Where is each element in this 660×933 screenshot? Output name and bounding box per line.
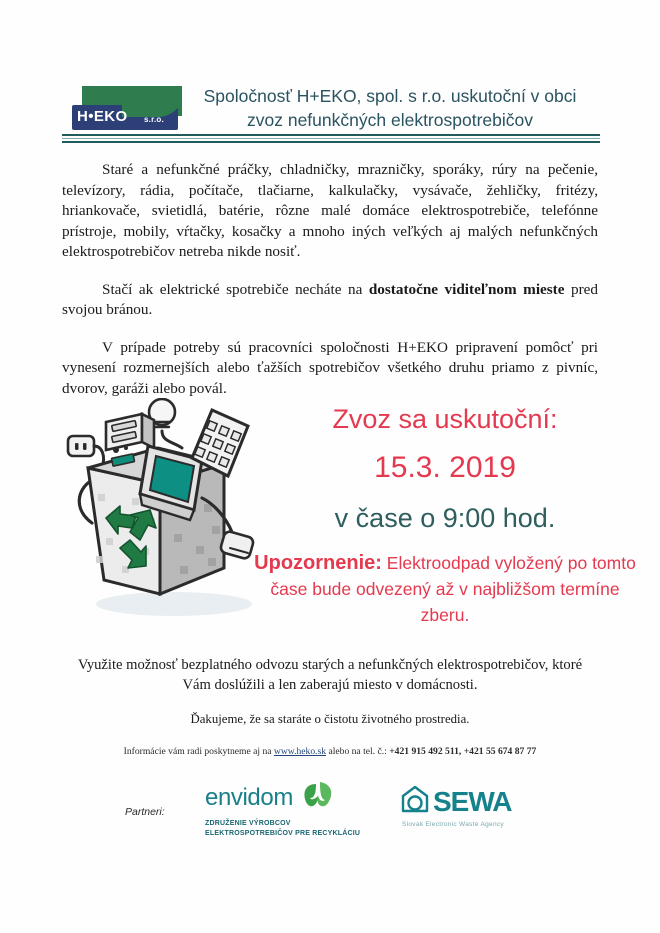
contact-line [62, 745, 598, 759]
header-divider [62, 134, 600, 143]
announcement-warning [250, 550, 640, 628]
thanks-message: Ďakujeme, že sa staráte o čistotu životného prostredia. [190, 712, 470, 726]
document-header [72, 84, 588, 132]
announcement-heading: Zvoz sa uskutoční: [332, 404, 558, 434]
envidom-wordmark: envidom [205, 783, 293, 811]
contact-prefix: Informácie vám radi poskytneme aj na [123, 746, 274, 757]
logo-wordmark: H•EKO [77, 108, 128, 125]
paragraph2-before: Stačí ak elektrické spotrebiče necháte na [102, 280, 369, 298]
closing-message [62, 655, 598, 695]
closing-line-1: Využite možnosť bezplatného odvozu starých a nefunkčných elektrospotrebičov, ktoré [77, 657, 583, 673]
page-title [184, 84, 588, 132]
logo-legal-suffix: s.r.o. [144, 115, 164, 124]
body-content [62, 160, 598, 399]
envidom-logo-row [205, 780, 385, 815]
announcement-time: v čase o 9:00 hod. [334, 503, 556, 533]
envidom-tagline [205, 819, 385, 839]
collection-announcement [250, 402, 640, 628]
sewa-wordmark: SEWA [433, 785, 512, 817]
heko-logo [72, 86, 184, 132]
page-title-line-2: zvoz nefunkčných elektrospotrebičov [247, 110, 533, 130]
sewa-logo-row [400, 784, 590, 819]
warning-label: Upozornenie: [254, 552, 382, 574]
warning-text: Elektroodpad vyložený po tomto čase bude odvezený až v najbližšom termíne zberu. [270, 553, 636, 625]
announcement-date: 15.3. 2019 [374, 451, 516, 484]
paragraph2-emphasis: dostatočne viditeľnom mieste [368, 280, 565, 298]
divider-rule-bottom [62, 141, 600, 143]
envidom-logo [205, 780, 385, 839]
sewa-tagline: Slovak Electronic Waste Agency [402, 821, 504, 828]
envidom-tagline-line-1: ZDRUŽENIE VÝROBCOV [205, 820, 291, 827]
paragraph-appliance-list: Staré a nefunkčné práčky, chladničky, mrazničky, sporáky, rúry na pečenie, televízory, rádia, počítače, tlačiarne, kalkulačky, vysávače, žehličky, fritézy, hriankovače, svietidlá, batérie, rôzne malé domáce elektrospotrebiče, telefónne prístroje, mobily, vŕtačky, kosačky a mnoho iných veľkých aj malých nefunkčných elektrospotrebičov netreba nikde nosiť. [62, 161, 598, 260]
paragraph-assistance-offer: V prípade potreby sú pracovníci spoločnosti H+EKO pripravení pomôcť pri vynesení rozmernejších alebo ťažších spotrebičov všetkého druhu priamo z pivníc, dvorov, garáži alebo povál. [62, 338, 598, 397]
website-link[interactable]: www.heko.sk [273, 746, 327, 757]
closing-line-2: Vám doslúžili a len zaberajú miesto v domácnosti. [182, 677, 478, 693]
partners-section [125, 780, 595, 844]
contact-middle: alebo na tel. č.: [326, 746, 390, 757]
partners-label: Partneri: [125, 806, 165, 818]
envidom-tagline-line-2: ELEKTROSPOTREBIČOV PRE RECYKLÁCIU [205, 830, 361, 837]
sewa-house-icon [400, 784, 430, 819]
paragraph-placement-instruction [62, 280, 598, 321]
leaf-icon [300, 780, 334, 815]
recycling-bin-illustration [62, 398, 277, 628]
page-title-line-1: Spoločnosť H+EKO, spol. s r.o. uskutoční v obci [203, 86, 577, 106]
contact-phones: +421 915 492 511, +421 55 674 87 77 [389, 746, 537, 757]
paragraph2-after: pred svojou bránou. [62, 280, 598, 318]
sewa-logo [400, 784, 590, 828]
